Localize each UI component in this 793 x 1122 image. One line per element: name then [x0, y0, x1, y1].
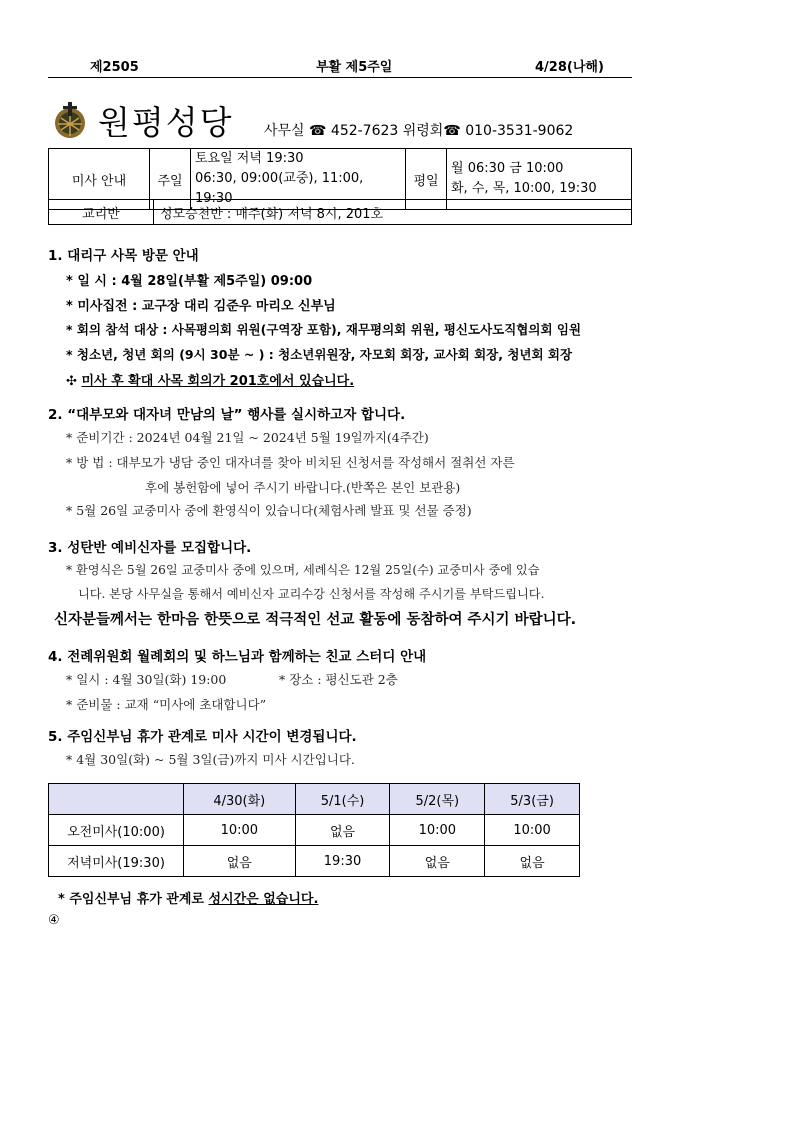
- s2-line4: * 5월 26일 교중미사 중에 환영식이 있습니다(체험사례 발표 및 선물 증정): [66, 503, 472, 518]
- s3-line2: 니다. 본당 사무실을 통해서 예비신자 교리수강 신청서를 작성해 주시기를 부탁드립니다.: [78, 587, 545, 601]
- section-5-title: 5. 주임신부님 휴가 관계로 미사 시간이 변경됩니다.: [48, 729, 357, 745]
- section-2-title: 2. “대부모와 대자녀 만남의 날” 행사를 실시하고자 합니다.: [48, 407, 406, 423]
- clover-mark-icon: ✣: [66, 374, 77, 389]
- schedule-col-1: 4/30(화): [184, 784, 296, 815]
- s4-line1a: * 일시 : 4월 30일(화) 19:00: [66, 672, 227, 687]
- schedule-cell: 없음: [184, 846, 296, 877]
- sunday-label: 주일: [150, 149, 191, 210]
- s2-line2: * 방 법 : 대부모가 냉담 중인 대자녀를 찾아 비치된 신청서를 작성해서 절취선 자른: [66, 455, 515, 470]
- weekday-times-line2: 화, 수, 목, 10:00, 19:30: [451, 181, 597, 196]
- s1-line5: [66, 370, 354, 389]
- table-row: [49, 815, 580, 846]
- sunday-times-line2: 06:30, 09:00(교중), 11:00, 19:30: [195, 171, 364, 206]
- s2-line1: * 준비기간 : 2024년 04월 21일 ~ 2024년 5월 19일까지(4주간): [66, 430, 429, 445]
- s1-line4: * 청소년, 청년 회의 (9시 30분 ~ ) : 청소년위원장, 자모회 회장, 교사회 회장, 청년회 회장: [66, 347, 573, 362]
- weekday-times-line1: 월 06:30 금 10:00: [451, 161, 564, 176]
- s3-line3: 신자분들께서는 한마음 한뜻으로 적극적인 선교 활동에 동참하여 주시기 바랍니다.: [54, 612, 577, 628]
- section-4-title: 4. 전례위원회 월례회의 및 하느님과 함께하는 친교 스터디 안내: [48, 649, 427, 665]
- church-name: 원평성당: [98, 103, 234, 142]
- schedule-cell: 없음: [295, 815, 390, 846]
- catechism-table: [48, 199, 632, 225]
- holiday-note-underlined: 성시간은 없습니다.: [208, 892, 319, 907]
- schedule-col-3: 5/2(목): [390, 784, 485, 815]
- s2-line3: 후에 봉헌함에 넣어 주시기 바랍니다.(반쪽은 본인 보관용): [145, 480, 461, 495]
- catechism-label: 교리반: [49, 200, 154, 225]
- s1-line5-text: 미사 후 확대 사목 회의가 201호에서 있습니다.: [81, 374, 355, 389]
- schedule-row-label: 저녁미사(19:30): [49, 846, 184, 877]
- page-number: ④: [48, 913, 60, 928]
- liturgical-week: 부활 제5주일: [316, 60, 393, 75]
- section-1-title: 1. 대리구 사목 방문 안내: [48, 248, 199, 264]
- s4-line2: * 준비물 : 교재 “미사에 초대합니다”: [66, 697, 267, 712]
- schedule-cell: 19:30: [295, 846, 390, 877]
- section-3-title: 3. 성탄반 예비신자를 모집합니다.: [48, 540, 252, 556]
- bulletin-date: 4/28(나해): [535, 60, 604, 75]
- office-contact: 사무실 ☎ 452-7623 위령회☎ 010-3531-9062: [264, 123, 574, 139]
- schedule-cell: 10:00: [184, 815, 296, 846]
- weekday-label: 평일: [406, 149, 447, 210]
- table-row: [49, 846, 580, 877]
- s4-line1b: * 장소 : 평신도관 2층: [279, 672, 398, 687]
- schedule-col-2: 5/1(수): [295, 784, 390, 815]
- schedule-cell: 없음: [485, 846, 580, 877]
- holiday-note: [58, 888, 318, 907]
- church-logo-icon: [52, 102, 88, 142]
- s1-line3: * 회의 참석 대상 : 사목평의회 위원(구역장 포함), 재무평의회 위원, 평신도사도직협의회 임원: [66, 322, 582, 337]
- s1-line2: * 미사집전 : 교구장 대리 김준우 마리오 신부님: [66, 299, 336, 314]
- mass-schedule-table: [48, 783, 580, 877]
- schedule-corner-cell: [49, 784, 184, 815]
- sunday-times-line1: 토요일 저녁 19:30: [195, 151, 304, 166]
- schedule-cell: 없음: [390, 846, 485, 877]
- mass-label: 미사 안내: [49, 149, 150, 210]
- catechism-value: 성모승천반 : 매주(화) 저녁 8시, 201호: [154, 200, 632, 225]
- s1-line1: * 일 시 : 4월 28일(부활 제5주일) 09:00: [66, 274, 313, 289]
- schedule-cell: 10:00: [390, 815, 485, 846]
- issue-number: 제2505: [90, 60, 139, 75]
- schedule-col-4: 5/3(금): [485, 784, 580, 815]
- holiday-note-prefix: * 주임신부님 휴가 관계로: [58, 892, 209, 907]
- s3-line1: * 환영식은 5월 26일 교중미사 중에 있으며, 세례식은 12월 25일(수) 교중미사 중에 있습: [66, 563, 540, 577]
- schedule-cell: 10:00: [485, 815, 580, 846]
- header-divider: [48, 77, 632, 78]
- schedule-header-row: [49, 784, 580, 815]
- s5-line1: * 4월 30일(화) ~ 5월 3일(금)까지 미사 시간입니다.: [66, 752, 355, 767]
- schedule-row-label: 오전미사(10:00): [49, 815, 184, 846]
